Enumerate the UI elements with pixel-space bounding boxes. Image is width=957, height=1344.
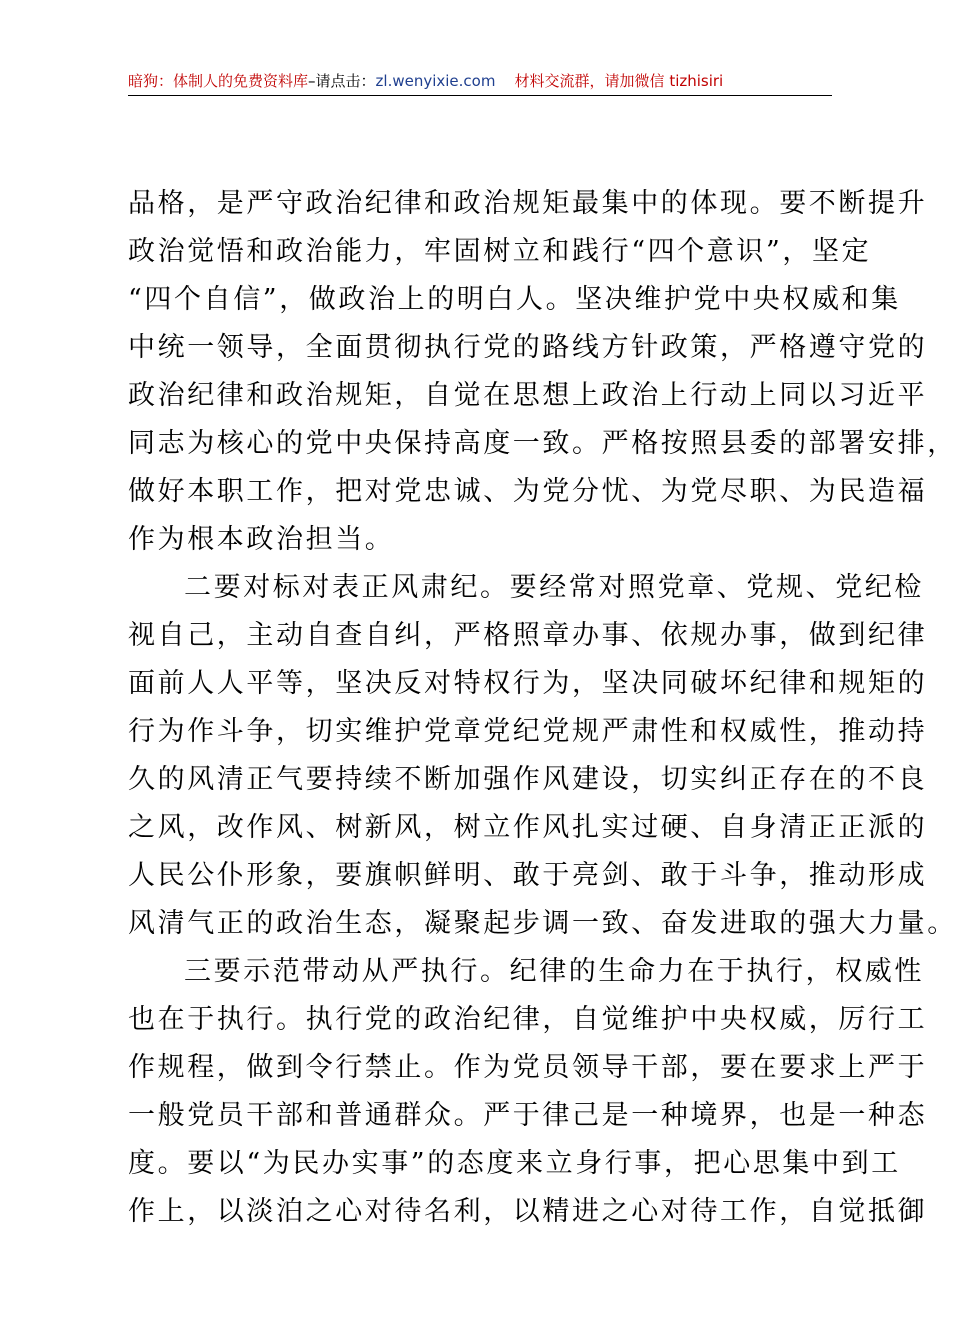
paragraph-start-line: 三要示范带动从严执行。纪律的生命力在于执行，权威性: [184, 956, 924, 987]
text-line: 久的风清正气要持续不断加强作风建设，切实纠正存在的不良: [128, 764, 928, 795]
header-contact: 材料交流群，请加微信 tizhisiri: [514, 72, 724, 90]
document-body: [128, 180, 957, 1236]
text-line: 政治觉悟和政治能力，牢固树立和践行“四个意识”，坚定: [128, 236, 872, 267]
text-line: 政治纪律和政治规矩，自觉在思想上政治上行动上同以习近平: [128, 380, 928, 411]
paragraph-start-line: 二要对标对表正风肃纪。要经常对照党章、党规、党纪检: [184, 572, 924, 603]
text-line: “四个自信”，做政治上的明白人。坚决维护党中央权威和集: [128, 284, 901, 315]
text-line: 一般党员干部和普通群众。严于律己是一种境界，也是一种态: [128, 1100, 928, 1131]
header-brand: 暗狗：体制人的免费资料库: [128, 72, 309, 90]
header-link[interactable]: zl.wenyixie.com: [375, 72, 496, 90]
text-line: 作规程，做到令行禁止。作为党员领导干部，要在要求上严于: [128, 1052, 928, 1083]
header-divider: [128, 95, 832, 96]
text-line: 品格，是严守政治纪律和政治规矩最集中的体现。要不断提升: [128, 188, 928, 219]
text-line: 中统一领导，全面贯彻执行党的路线方针政策，严格遵守党的: [128, 332, 928, 363]
text-line: 也在于执行。执行党的政治纪律，自觉维护中央权威，厉行工: [128, 1004, 928, 1035]
text-line: 风清气正的政治生态，凝聚起步调一致、奋发进取的强大力量。: [128, 908, 957, 939]
text-line: 作上，以淡泊之心对待名利，以精进之心对待工作，自觉抵御: [128, 1196, 928, 1227]
text-line: 行为作斗争，切实维护党章党纪党规严肃性和权威性，推动持: [128, 716, 928, 747]
page-header: [128, 70, 832, 96]
header-link-prefix: –请点击：: [308, 72, 376, 90]
text-line: 做好本职工作，把对党忠诚、为党分忧、为党尽职、为民造福: [128, 476, 928, 507]
text-line: 面前人人平等，坚决反对特权行为，坚决同破坏纪律和规矩的: [128, 668, 928, 699]
text-line: 作为根本政治担当。: [128, 524, 395, 555]
text-line: 同志为核心的党中央保持高度一致。严格按照县委的部署安排，: [128, 428, 957, 459]
text-line: 之风，改作风、树新风，树立作风扎实过硬、自身清正正派的: [128, 812, 928, 843]
text-line: 人民公仆形象，要旗帜鲜明、敢于亮剑、敢于斗争，推动形成: [128, 860, 928, 891]
text-line: 度。要以“为民办实事”的态度来立身行事，把心思集中到工: [128, 1148, 901, 1179]
text-line: 视自己，主动自查自纠，严格照章办事、依规办事，做到纪律: [128, 620, 928, 651]
